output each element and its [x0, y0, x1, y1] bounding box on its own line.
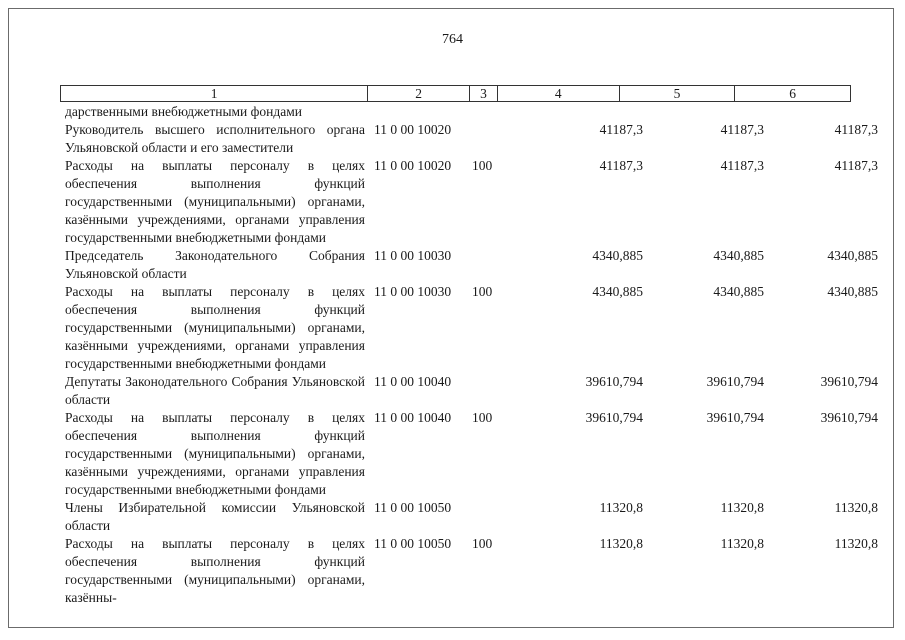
table-row: [65, 283, 878, 373]
page-number: 764: [442, 32, 463, 47]
row-code: 11 0 00 10020: [374, 158, 452, 173]
row-value-col5: 41187,3: [720, 122, 764, 137]
row-value-col5: 11320,8: [720, 500, 764, 515]
row-value-col6: 41187,3: [834, 158, 878, 173]
row-value-col6: 11320,8: [834, 536, 878, 551]
header-col-4: 4: [498, 86, 620, 101]
table-row: [65, 121, 878, 157]
table-row: [65, 247, 878, 283]
header-col-1: 1: [61, 86, 368, 101]
row-value-col5: 39610,794: [706, 410, 764, 425]
row-expense-type: 100: [472, 536, 493, 551]
row-description: Расходы на выплаты персоналу в целях обеспечения выполнения функций государственными (муниципальными) органами, казёнными учреждениями, органами управления государственными внебюджетными фондами: [65, 410, 365, 497]
row-code: 11 0 00 10050: [374, 500, 452, 515]
table-row: [65, 409, 878, 499]
row-value-col6: 39610,794: [820, 374, 878, 389]
row-value-col4: 4340,885: [592, 284, 643, 299]
table-row: [65, 499, 878, 535]
row-value-col5: 11320,8: [720, 536, 764, 551]
row-code: 11 0 00 10050: [374, 536, 452, 551]
header-col-3: 3: [470, 86, 498, 101]
row-value-col4: 11320,8: [599, 536, 643, 551]
row-description: Расходы на выплаты персоналу в целях обеспечения выполнения функций государственными (муниципальными) органами, казёнными учреждениями, органами управления государственными внебюджетными фондами: [65, 158, 365, 245]
row-value-col5: 39610,794: [706, 374, 764, 389]
row-code: 11 0 00 10020: [374, 122, 452, 137]
row-description: Председатель Законодательного Собрания Ульяновской области: [65, 248, 365, 281]
table-row: [65, 157, 878, 247]
row-description: Расходы на выплаты персоналу в целях обеспечения выполнения функций государственными (муниципальными) органами, казёнными учреждениями, органами управления государственными внебюджетными фондами: [65, 284, 365, 371]
row-code: 11 0 00 10030: [374, 284, 452, 299]
table-header: [60, 85, 851, 102]
row-description: Депутаты Законодательного Собрания Ульяновской области: [65, 374, 365, 407]
header-col-5: 5: [620, 86, 736, 101]
row-description: Члены Избирательной комиссии Ульяновской области: [65, 500, 365, 533]
continuation-text: дарственными внебюджетными фондами: [65, 104, 303, 119]
row-value-col6: 4340,885: [827, 284, 878, 299]
row-code: 11 0 00 10030: [374, 248, 452, 263]
row-value-col5: 41187,3: [720, 158, 764, 173]
row-value-col4: 41187,3: [599, 158, 643, 173]
table-body: [65, 121, 878, 607]
table-row: [65, 373, 878, 409]
row-value-col5: 4340,885: [713, 248, 764, 263]
row-expense-type: 100: [472, 158, 493, 173]
row-code: 11 0 00 10040: [374, 410, 452, 425]
row-expense-type: 100: [472, 284, 493, 299]
row-value-col6: 11320,8: [834, 500, 878, 515]
row-description: Расходы на выплаты персоналу в целях обеспечения выполнения функций государственными (муниципальными) органами, казённы-: [65, 536, 365, 605]
header-col-2: 2: [368, 86, 470, 101]
row-value-col6: 41187,3: [834, 122, 878, 137]
row-value-col4: 4340,885: [592, 248, 643, 263]
row-expense-type: 100: [472, 410, 493, 425]
row-code: 11 0 00 10040: [374, 374, 452, 389]
row-value-col4: 39610,794: [585, 374, 643, 389]
header-col-6: 6: [789, 86, 797, 101]
row-value-col5: 4340,885: [713, 284, 764, 299]
row-description: Руководитель высшего исполнительного органа Ульяновской области и его заместители: [65, 122, 365, 155]
table-row: [65, 535, 878, 607]
row-value-col6: 39610,794: [820, 410, 878, 425]
row-value-col6: 4340,885: [827, 248, 878, 263]
row-value-col4: 41187,3: [599, 122, 643, 137]
row-value-col4: 11320,8: [599, 500, 643, 515]
row-value-col4: 39610,794: [585, 410, 643, 425]
